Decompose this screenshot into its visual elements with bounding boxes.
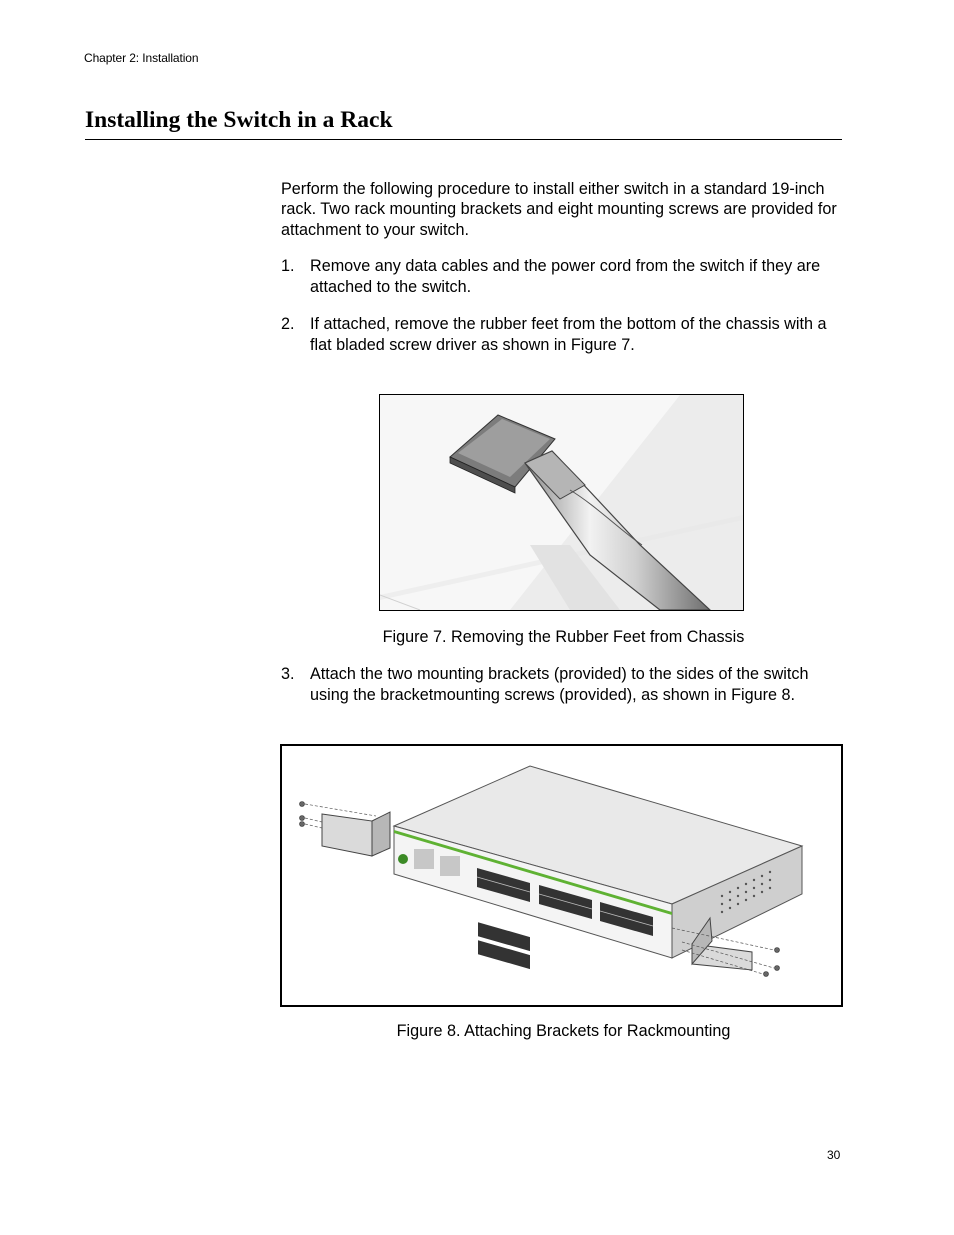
intro-paragraph: Perform the following procedure to install either switch in a standard 19-inch rack. Two rack mounting brackets and eight mounting screws are provided for attachment to your switch. — [281, 180, 837, 239]
figure-8-illustration — [280, 744, 843, 1007]
step-number: 3. — [281, 665, 295, 683]
figure-7-caption: Figure 7. Removing the Rubber Feet from Chassis — [382, 628, 745, 646]
step-text: If attached, remove the rubber feet from the bottom of the chassis with a flat bladed screw driver as shown in Figure 7. — [310, 315, 827, 354]
step-text: Attach the two mounting brackets (provided) to the sides of the switch using the bracketmounting screws (provided), as shown in Figure 8. — [310, 665, 809, 704]
step-number: 1. — [281, 257, 295, 275]
step-text: Remove any data cables and the power cord from the switch if they are attached to the switch. — [310, 257, 821, 296]
page-number: 30 — [827, 1148, 841, 1162]
section-title: Installing the Switch in a Rack — [85, 107, 842, 140]
figure-7-illustration — [379, 394, 744, 611]
figure-8-caption: Figure 8. Attaching Brackets for Rackmounting — [396, 1022, 731, 1040]
step-number: 2. — [281, 315, 295, 333]
chapter-header: Chapter 2: Installation — [84, 51, 199, 65]
